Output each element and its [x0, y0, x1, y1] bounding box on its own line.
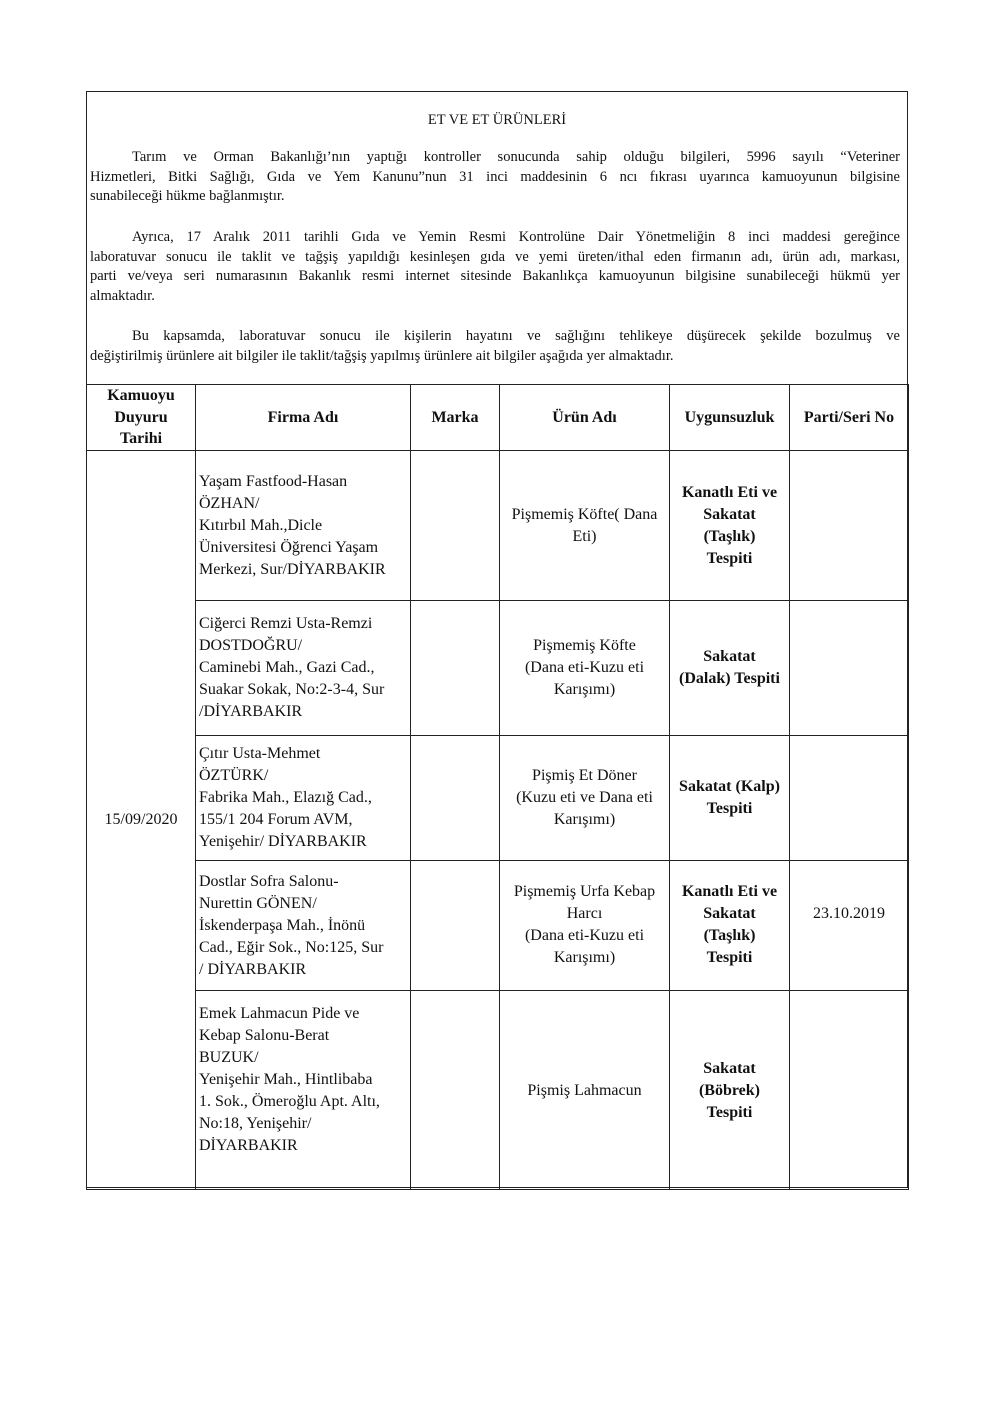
firm-line: No:18, Yenişehir/	[199, 1115, 312, 1132]
firm-line: Caminebi Mah., Gazi Cad.,	[199, 659, 375, 676]
firm-cell	[196, 991, 411, 1190]
firm-line: /DİYARBAKIR	[199, 703, 303, 720]
firm-line: Suakar Sokak, No:2-3-4, Sur	[199, 681, 385, 698]
firm-cell	[196, 601, 411, 736]
nonconformity-line: Tespiti	[706, 549, 753, 567]
nonconformity-line: Sakatat	[703, 1060, 756, 1077]
paragraph-legal-basis	[90, 148, 900, 207]
nonconformity-line: (Böbrek)	[698, 1082, 761, 1099]
nonconformity-line: Sakatat	[703, 905, 756, 922]
nonconformity-line: Tespiti	[706, 800, 753, 817]
product-line: (Dana eti-Kuzu eti	[524, 927, 645, 944]
firm-line: Emek Lahmacun Pide ve	[199, 1005, 360, 1022]
firm-line: 1. Sok., Ömeroğlu Apt. Altı,	[199, 1093, 380, 1110]
paragraph-line: Ayrıca, 17 Aralık 2011 tarihli Gıda ve Yemin Resmi Kontrolüne Dair Yönetmeliğin 8 inci maddesi gereğince	[132, 229, 900, 245]
firm-cell	[196, 736, 411, 861]
product-line: Karışımı)	[553, 681, 616, 698]
table-row	[87, 451, 909, 601]
nonconformity-line: Tespiti	[706, 1104, 753, 1121]
nonconformity-line: Sakatat	[703, 648, 756, 665]
header-product-name: Ürün Adı	[500, 385, 670, 451]
nonconformity-line: Tespiti	[706, 949, 753, 966]
firm-line: 155/1 204 Forum AVM,	[199, 811, 353, 828]
paragraph-line: değiştirilmiş ürünlere ait bilgiler ile taklit/tağşiş yapılmış ürünlere ait bilgiler aşağıda yer almaktadır.	[90, 347, 674, 364]
firm-line: ÖZTÜRK/	[199, 767, 269, 784]
product-line: (Dana eti-Kuzu eti	[524, 659, 645, 676]
batch-cell	[790, 736, 909, 861]
firm-line: Nurettin GÖNEN/	[199, 894, 317, 912]
firm-line: Ciğerci Remzi Usta-Remzi	[199, 615, 373, 632]
firm-line: Yenişehir Mah., Hintlibaba	[199, 1071, 373, 1088]
nonconformity-line: (Dalak) Tespiti	[679, 670, 780, 687]
batch-cell: 23.10.2019	[790, 861, 909, 991]
announcement-date-cell: 15/09/2020	[87, 451, 196, 1190]
nonconformity-line: Kanatlı Eti ve	[681, 883, 778, 900]
firm-line: Yenişehir/ DİYARBAKIR	[199, 833, 367, 850]
table-row	[87, 601, 909, 736]
product-line: (Kuzu eti ve Dana eti	[516, 789, 653, 806]
intro-section	[87, 92, 907, 385]
firm-line: BUZUK/	[199, 1049, 259, 1066]
table-row	[87, 991, 909, 1190]
header-line: Duyuru	[114, 408, 168, 426]
paragraph-line: Bu kapsamda, laboratuvar sonucu ile kişilerin hayatını ve sağlığını tehlikeye düşürecek şekilde bozulmuş ve	[132, 328, 900, 344]
nonconformity-cell	[670, 861, 790, 991]
product-line: Pişmemiş Köfte( Dana	[511, 505, 658, 523]
batch-cell	[790, 601, 909, 736]
paragraph-line: Tarım ve Orman Bakanlığı’nın yaptığı kontroller sonucunda sahip olduğu bilgileri, 5996 sayılı “Veteriner	[132, 149, 900, 165]
product-cell	[500, 451, 670, 601]
product-cell	[500, 991, 670, 1190]
nonconformity-cell	[670, 991, 790, 1190]
nonconformity-line: Sakatat	[703, 505, 756, 523]
firm-line: Fabrika Mah., Elazığ Cad.,	[199, 789, 372, 806]
firm-line: Cad., Eğir Sok., No:125, Sur	[199, 938, 384, 956]
product-line: Eti)	[572, 527, 597, 545]
firm-line: Kebap Salonu-Berat	[199, 1027, 330, 1044]
product-line: Karışımı)	[553, 949, 616, 966]
product-line: Karışımı)	[553, 811, 616, 828]
header-firm-name: Firma Adı	[196, 385, 411, 451]
document-title: ET VE ET ÜRÜNLERİ	[427, 112, 567, 128]
firm-line: DOSTDOĞRU/	[199, 637, 303, 654]
product-line: Pişmiş Lahmacun	[527, 1082, 642, 1099]
product-cell	[500, 601, 670, 736]
nonconformity-line: Sakatat (Kalp)	[679, 778, 780, 795]
brand-cell	[411, 861, 500, 991]
firm-line: İskenderpaşa Mah., İnönü	[199, 916, 366, 934]
product-line: Pişmemiş Urfa Kebap	[513, 883, 656, 900]
nonconformity-table	[86, 384, 909, 1190]
header-brand: Marka	[411, 385, 500, 451]
paragraph-regulation	[90, 228, 900, 306]
firm-line: Üniversitesi Öğrenci Yaşam	[199, 538, 379, 556]
header-line: Kamuoyu	[107, 387, 175, 405]
nonconformity-line: (Taşlık)	[703, 927, 756, 944]
paragraph-line: sunabileceği hükme bağlanmıştır.	[90, 188, 285, 204]
brand-cell	[411, 991, 500, 1190]
firm-line: DİYARBAKIR	[199, 1137, 298, 1154]
nonconformity-line: Kanatlı Eti ve	[681, 483, 778, 501]
table-row	[87, 736, 909, 861]
document-frame	[86, 91, 908, 1188]
brand-cell	[411, 451, 500, 601]
header-batch-no: Parti/Seri No	[790, 385, 909, 451]
table-row	[87, 861, 909, 991]
product-line: Harcı	[566, 905, 603, 922]
product-cell	[500, 736, 670, 861]
firm-cell	[196, 861, 411, 991]
firm-line: Yaşam Fastfood-Hasan	[199, 472, 348, 490]
paragraph-line: parti ve/veya seri numarasının Bakanlık resmi internet sitesinde Bakanlıkça kamuoyunun bilgisine sunabileceği hükmü yer	[90, 268, 900, 284]
header-announcement-date	[87, 385, 196, 451]
nonconformity-cell	[670, 736, 790, 861]
firm-line: ÖZHAN/	[199, 494, 260, 512]
batch-cell	[790, 991, 909, 1190]
firm-line: Çıtır Usta-Mehmet	[199, 745, 321, 762]
firm-cell	[196, 451, 411, 601]
firm-line: Kıtırbıl Mah.,Dicle	[199, 516, 323, 534]
nonconformity-line: (Taşlık)	[703, 527, 756, 545]
firm-line: Dostlar Sofra Salonu-	[199, 872, 339, 890]
paragraph-scope	[90, 327, 900, 366]
header-line: Tarihi	[119, 430, 163, 448]
batch-cell	[790, 451, 909, 601]
firm-line: Merkezi, Sur/DİYARBAKIR	[199, 560, 386, 578]
firm-line: / DİYARBAKIR	[199, 960, 307, 978]
product-line: Pişmemiş Köfte	[533, 637, 636, 654]
nonconformity-cell	[670, 451, 790, 601]
nonconformity-cell	[670, 601, 790, 736]
brand-cell	[411, 601, 500, 736]
brand-cell	[411, 736, 500, 861]
paragraph-line: Hizmetleri, Bitki Sağlığı, Gıda ve Yem Kanunu”nun 31 inci maddesinin 6 ncı fıkrası uyarınca kamuoyunun bilgisine	[90, 168, 900, 185]
product-cell	[500, 861, 670, 991]
product-line: Pişmiş Et Döner	[532, 767, 637, 784]
header-nonconformity: Uygunsuzluk	[670, 385, 790, 451]
table-header-row	[87, 385, 909, 451]
paragraph-line: almaktadır.	[90, 287, 155, 304]
paragraph-line: laboratuvar sonucu ile taklit ve tağşiş yapıldığı kesinleşen gıda ve yemi üreten/ithal eden firmanın adı, ürün adı, markası,	[90, 248, 900, 265]
